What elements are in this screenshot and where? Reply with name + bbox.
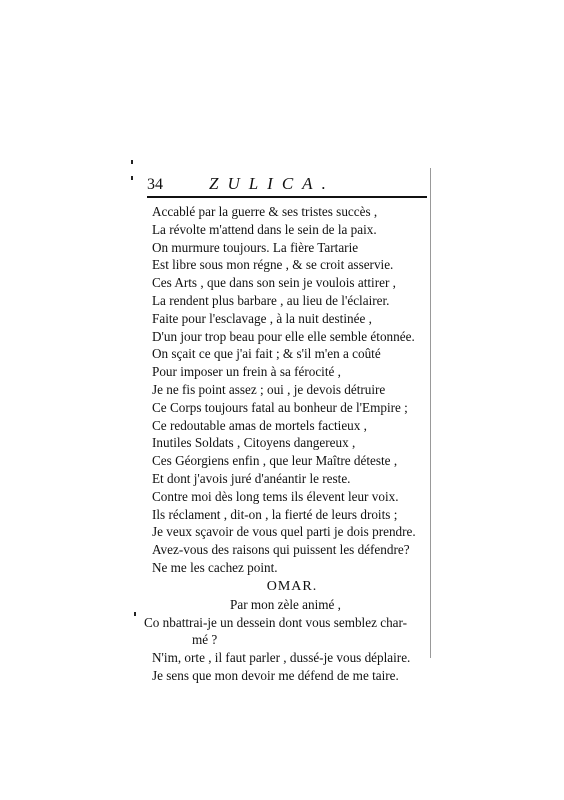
margin-mark — [131, 160, 133, 164]
verse-line: Faite pour l'esclavage , à la nuit destinée , — [152, 310, 372, 326]
margin-mark — [131, 176, 133, 180]
margin-mark — [134, 612, 136, 616]
page-number: 34 — [147, 176, 163, 193]
verse-line: Avez-vous des raisons qui puissent les défendre? — [152, 542, 410, 558]
verse-line: Inutiles Soldats , Citoyens dangereux , — [152, 435, 356, 451]
verse-line: D'un jour trop beau pour elle elle semble étonnée. — [152, 328, 415, 344]
running-title: ZULICA. — [209, 174, 335, 193]
verse-line: Ne me les cachez point. — [152, 559, 278, 575]
verse-text — [144, 203, 432, 685]
verse-line: N'im, orte , il faut parler , dussé-je vous déplaire. — [152, 650, 411, 666]
verse-line: Je veux sçavoir de vous quel parti je dois prendre. — [152, 524, 416, 540]
verse-line: Ces Arts , que dans son sein je voulois attirer , — [152, 275, 396, 291]
verse-line: Je ne fis point assez ; oui , je devois détruire — [152, 381, 386, 397]
verse-line: Ce redoutable amas de mortels factieux , — [152, 417, 367, 433]
verse-line: Ces Géorgiens enfin , que leur Maître déteste , — [152, 453, 398, 469]
page-header — [147, 170, 427, 198]
verse-line: Pour imposer un frein à sa férocité , — [152, 364, 341, 380]
verse-line: Contre moi dès long tems ils élevent leur voix. — [152, 488, 399, 504]
verse-line: Ils réclament , dit-on , la fierté de leurs droits ; — [152, 506, 398, 522]
verse-line: On murmure toujours. La fière Tartarie — [152, 239, 359, 255]
verse-line: Est libre sous mon régne , & se croit asservie. — [152, 257, 394, 273]
verse-line: Ce Corps toujours fatal au bonheur de l'Empire ; — [152, 399, 408, 415]
verse-line-continuation: mé ? — [192, 632, 218, 648]
verse-line: La révolte m'attend dans le sein de la paix. — [152, 221, 377, 237]
verse-line: Je sens que mon devoir me défend de me taire. — [152, 667, 399, 683]
verse-line: Et dont j'avois juré d'anéantir le reste. — [152, 470, 351, 486]
verse-line: Co nbattrai-je un dessein dont vous semblez char- — [144, 614, 408, 630]
speaker-name: OMAR. — [266, 578, 318, 594]
verse-line: Accablé par la guerre & ses tristes succès , — [152, 204, 378, 219]
verse-line: La rendent plus barbare , au lieu de l'éclairer. — [152, 292, 390, 308]
verse-line: Par mon zèle animé , — [230, 596, 341, 612]
verse-line: On sçait ce que j'ai fait ; & s'il m'en a coûté — [152, 346, 381, 362]
